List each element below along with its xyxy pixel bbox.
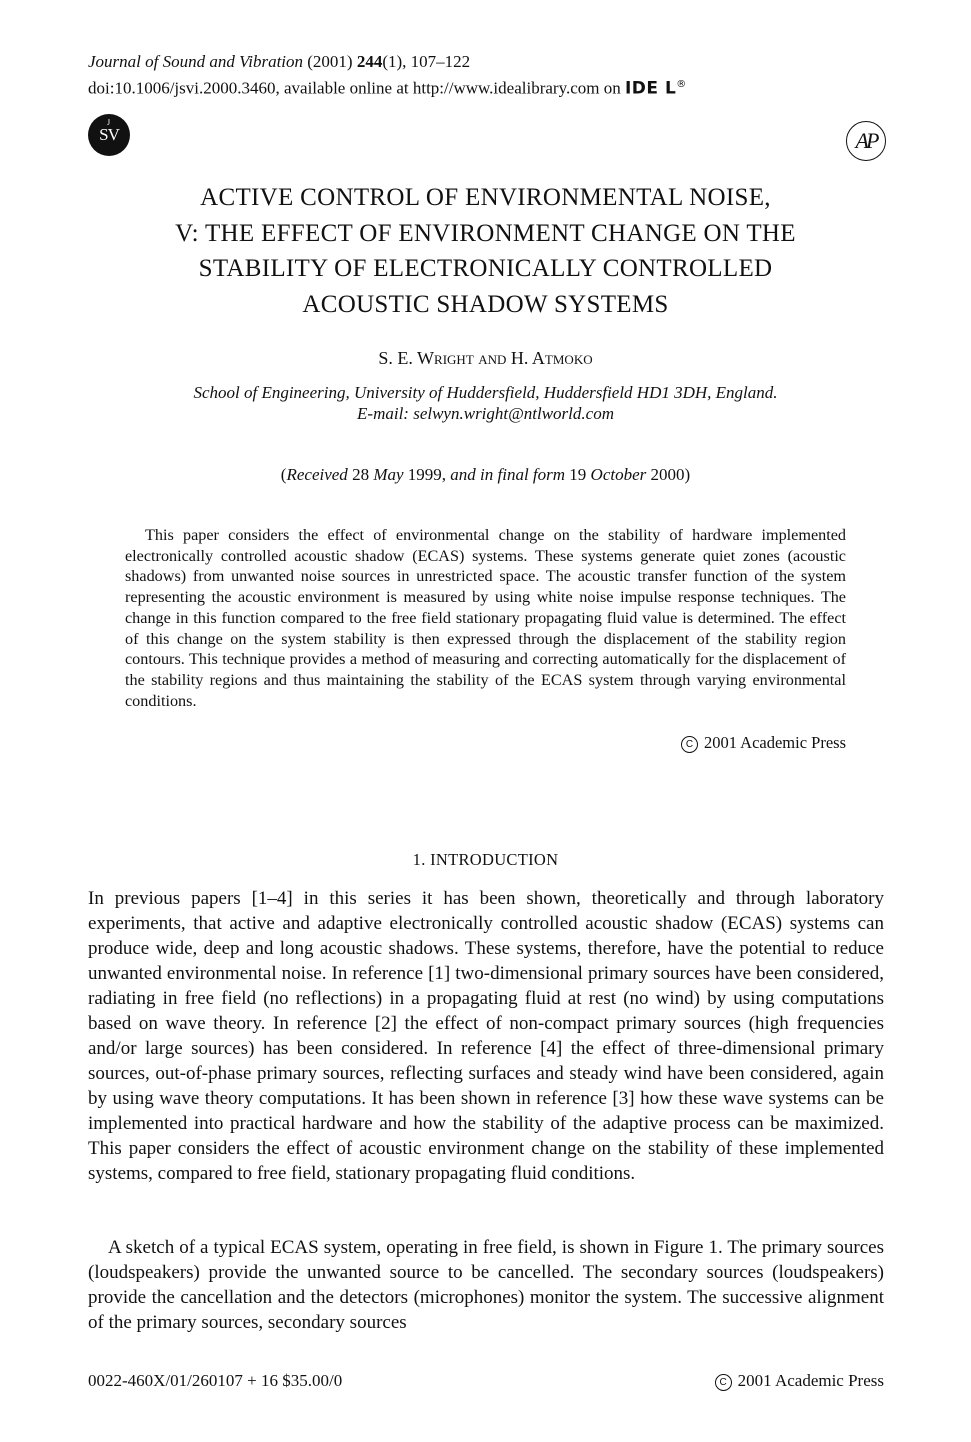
title-line: V: THE EFFECT OF ENVIRONMENT CHANGE ON THE [175, 219, 796, 247]
journal-name: Journal of Sound and Vibration [88, 52, 304, 71]
email: E-mail: selwyn.wright@ntlworld.com [357, 404, 614, 423]
journal-issue-pages: (1), 107–122 [382, 52, 471, 71]
ideal-logo: IDE L® [624, 78, 687, 99]
copyright-icon: C [715, 1374, 732, 1391]
sv-publisher-logo-icon [88, 114, 130, 156]
received-dates: (Received 28 May 1999, and in final form 19 October 2000) [280, 465, 691, 484]
journal-year: (2001) [307, 52, 353, 71]
copyright-icon: C [681, 736, 698, 753]
journal-header [88, 50, 687, 101]
title-line: ACOUSTIC SHADOW SYSTEMS [302, 290, 669, 318]
body-paragraph: A sketch of a typical ECAS system, operating in free field, is shown in Figure 1. The primary sources (loudspeakers) provide the unwanted source to be cancelled. The secondary sources (loudspeakers) provide the cancellation and the detectors (microphones) monitor the system. The successive alignment of the primary sources, secondary sources [88, 1237, 884, 1333]
title-line: STABILITY OF ELECTRONICALLY CONTROLLED [198, 255, 773, 282]
title-line: ACTIVE CONTROL OF ENVIRONMENTAL NOISE, [200, 184, 771, 211]
doi-line [88, 73, 687, 101]
authors: S. E. Wright and H. Atmoko [378, 348, 593, 368]
journal-volume: 244 [356, 52, 383, 71]
affiliation-block [80, 382, 891, 424]
abstract: This paper considers the effect of environmental change on the stability of hardware implemented electronically controlled acoustic shadow (ECAS) systems. These systems generate quiet zones (acoustic shadows) from unwanted noise sources in unrestricted space. The acoustic transfer function of the system representing the acoustic environment is measured by using white noise impulse response techniques. The change in this function compared to the free field stationary propagating fluid value is determined. The effect of this change on the system stability is then expressed through the displacement of the stability region contours. This technique provides a method of measuring and correcting automatically for the displacement of the stability regions and thus maintaining the stability of the ECAS system through varying environmental conditions. [125, 526, 846, 710]
section-heading: 1. INTRODUCTION [412, 850, 559, 869]
footer-copyright: C 2001 Academic Press [600, 1370, 884, 1392]
paper-title [80, 180, 891, 322]
ap-publisher-logo-icon [846, 121, 886, 161]
citation-line [88, 50, 687, 73]
sv-logo-small: J [107, 118, 110, 127]
doi-text[interactable]: doi:10.1006/jsvi.2000.3460, available online at http://www.idealibrary.com on [88, 78, 621, 98]
registered-mark: ® [676, 79, 687, 90]
body-paragraph: In previous papers [1–4] in this series it has been shown, theoretically and through laboratory experiments, that active and adaptive electronically controlled acoustic shadow (ECAS) systems can produce wide, deep and long acoustic shadows. These systems, therefore, have the potential to reduce unwanted environmental noise. In reference [1] two-dimensional primary sources have been considered, radiating in free field (no reflections) in a propagating fluid at rest (no wind) by using computations based on wave theory. In reference [2] the effect of non-compact primary sources (high frequencies and/or large sources) has been considered. In reference [4] the effect of three-dimensional primary sources, out-of-phase primary sources, reflecting surfaces and steady wind have been considered, again by using wave theory computations. It has been shown in reference [3] how these wave systems can be implemented into practical hardware and how the stability of the adaptive process can be maximized. This paper considers the effect of acoustic environment change on the stability of these implemented systems, compared to free field, stationary propagating fluid conditions. [88, 888, 884, 1184]
footer-code: 0022-460X/01/260107 + 16 $35.00/0 [88, 1371, 343, 1390]
ap-logo-text: AP [855, 128, 877, 153]
affiliation: School of Engineering, University of Huddersfield, Huddersfield HD1 3DH, England. [193, 383, 778, 402]
abstract-copyright: C 2001 Academic Press [600, 732, 846, 753]
sv-logo-text: SV [99, 125, 119, 144]
